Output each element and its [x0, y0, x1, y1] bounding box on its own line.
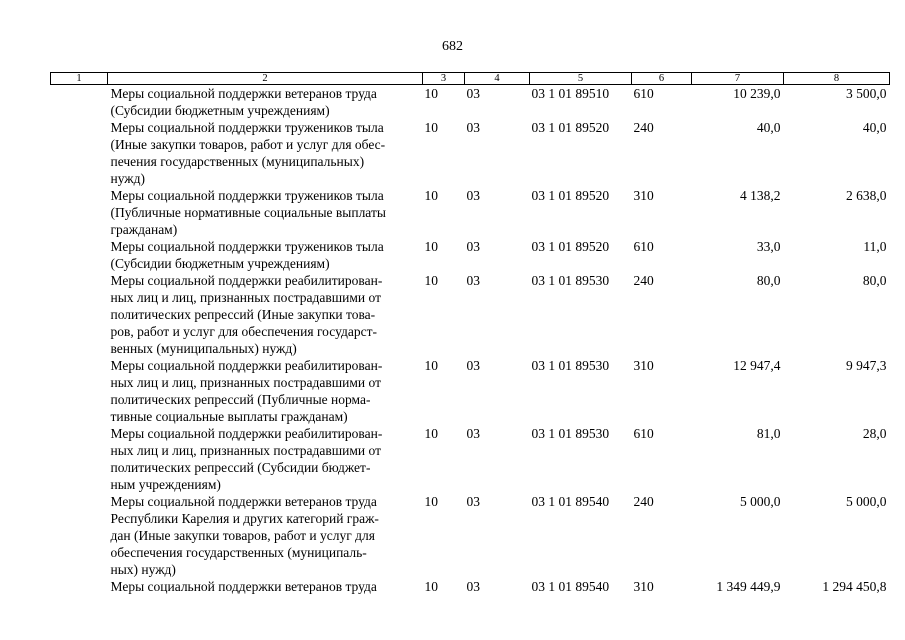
cell-col1: [51, 238, 108, 272]
cell-name: [108, 238, 423, 272]
cell-col8: 80,0: [862, 273, 887, 288]
cell-col7: 4 138,2: [740, 188, 781, 203]
cell-col5: 03 1 01 89510: [531, 86, 610, 101]
cell-name: [108, 272, 423, 357]
table-row: [51, 238, 890, 272]
cell-col3: 10: [424, 239, 438, 254]
name-line: гражданам): [110, 222, 178, 237]
cell-col1: [51, 85, 108, 120]
name-line: ных лиц и лиц, признанных пострадавшими от: [110, 375, 381, 390]
name-line: Республики Карелия и других категорий граж-: [110, 511, 379, 526]
cell-col4: 03: [466, 579, 480, 594]
cell-col7: 10 239,0: [733, 86, 781, 101]
cell-col5: 03 1 01 89530: [531, 273, 610, 288]
header-row: [51, 73, 890, 85]
name-line: ных лиц и лиц, признанных пострадавшими от: [110, 290, 381, 305]
cell-col1: [51, 187, 108, 238]
cell-col7: 81,0: [756, 426, 781, 441]
cell-name: [108, 187, 423, 238]
name-line: печения государственных (муниципальных): [110, 154, 365, 169]
name-line: Меры социальной поддержки реабилитирован-: [110, 358, 383, 373]
cell-col8: 28,0: [862, 426, 887, 441]
cell-col6: 610: [633, 239, 654, 254]
cell-col6: 310: [633, 358, 654, 373]
cell-col7: 33,0: [756, 239, 781, 254]
cell-col6: 310: [633, 579, 654, 594]
cell-col8: 2 638,0: [846, 188, 887, 203]
cell-col4: 03: [466, 494, 480, 509]
cell-col1: [51, 119, 108, 187]
name-line: политических репрессий (Публичные норма-: [110, 392, 371, 407]
cell-col7: 1 349 449,9: [716, 579, 781, 594]
cell-col3: 10: [424, 86, 438, 101]
name-line: ных) нужд): [110, 562, 176, 577]
cell-name: [108, 85, 423, 120]
column-header-6: 6: [632, 73, 692, 85]
cell-col8: 9 947,3: [846, 358, 887, 373]
column-header-3: 3: [423, 73, 465, 85]
name-line: политических репрессий (Иные закупки това-: [110, 307, 376, 322]
cell-col3: 10: [424, 120, 438, 135]
name-line: Меры социальной поддержки тружеников тыла: [110, 120, 384, 135]
cell-col8: 11,0: [863, 239, 887, 254]
name-line: ров, работ и услуг для обеспечения государст-: [110, 324, 377, 339]
cell-col1: [51, 357, 108, 425]
cell-name: [108, 425, 423, 493]
name-line: (Субсидии бюджетным учреждениям): [110, 256, 330, 271]
cell-col4: 03: [466, 358, 480, 373]
column-header-8: 8: [784, 73, 890, 85]
name-line: Меры социальной поддержки реабилитирован-: [110, 273, 383, 288]
cell-col4: 03: [466, 273, 480, 288]
cell-col4: 03: [466, 426, 480, 441]
cell-col1: [51, 493, 108, 578]
cell-name: [108, 357, 423, 425]
cell-col1: [51, 578, 108, 595]
name-line: (Публичные нормативные социальные выплаты: [110, 205, 386, 220]
cell-col6: 240: [633, 120, 654, 135]
cell-col3: 10: [424, 579, 438, 594]
name-line: Меры социальной поддержки реабилитирован-: [110, 426, 383, 441]
table-body: [51, 85, 890, 596]
cell-col3: 10: [424, 494, 438, 509]
cell-col5: 03 1 01 89540: [531, 494, 610, 509]
column-header-1: 1: [51, 73, 108, 85]
cell-col7: 40,0: [756, 120, 781, 135]
cell-col5: 03 1 01 89530: [531, 358, 610, 373]
cell-col6: 240: [633, 273, 654, 288]
name-line: дан (Иные закупки товаров, работ и услуг для: [110, 528, 375, 543]
name-line: (Иные закупки товаров, работ и услуг для обес-: [110, 137, 386, 152]
column-header-4: 4: [465, 73, 530, 85]
name-line: Меры социальной поддержки ветеранов труда: [110, 494, 377, 509]
cell-col5: 03 1 01 89540: [531, 579, 610, 594]
column-header-7: 7: [692, 73, 784, 85]
cell-name: [108, 578, 423, 595]
cell-col3: 10: [424, 426, 438, 441]
cell-col8: 5 000,0: [846, 494, 887, 509]
cell-col7: 80,0: [756, 273, 781, 288]
cell-col5: 03 1 01 89530: [531, 426, 610, 441]
name-line: венных (муниципальных) нужд): [110, 341, 297, 356]
cell-col8: 3 500,0: [846, 86, 887, 101]
table-row: [51, 493, 890, 578]
cell-col8: 1 294 450,8: [822, 579, 887, 594]
name-line: ных лиц и лиц, признанных пострадавшими от: [110, 443, 381, 458]
name-line: ным учреждениям): [110, 477, 221, 492]
cell-col5: 03 1 01 89520: [531, 239, 610, 254]
cell-col1: [51, 272, 108, 357]
cell-col4: 03: [466, 86, 480, 101]
cell-col6: 610: [633, 426, 654, 441]
cell-col8: 40,0: [862, 120, 887, 135]
cell-col4: 03: [466, 239, 480, 254]
column-header-2: 2: [108, 73, 423, 85]
cell-col7: 12 947,4: [733, 358, 781, 373]
page-number: 682: [442, 39, 463, 54]
cell-col3: 10: [424, 273, 438, 288]
name-line: обеспечения государственных (муниципаль-: [110, 545, 367, 560]
cell-col4: 03: [466, 120, 480, 135]
table-row: [51, 425, 890, 493]
column-header-5: 5: [530, 73, 632, 85]
name-line: нужд): [110, 171, 145, 186]
cell-col6: 310: [633, 188, 654, 203]
cell-col6: 610: [633, 86, 654, 101]
cell-col3: 10: [424, 188, 438, 203]
cell-name: [108, 493, 423, 578]
cell-col1: [51, 425, 108, 493]
table-row: [51, 578, 890, 595]
budget-table: [50, 72, 890, 595]
table-row: [51, 357, 890, 425]
name-line: Меры социальной поддержки ветеранов труда: [110, 86, 377, 101]
name-line: политических репрессий (Субсидии бюджет-: [110, 460, 371, 475]
name-line: Меры социальной поддержки ветеранов труда: [110, 579, 377, 594]
cell-col5: 03 1 01 89520: [531, 188, 610, 203]
name-line: Меры социальной поддержки тружеников тыла: [110, 239, 384, 254]
name-line: Меры социальной поддержки тружеников тыла: [110, 188, 384, 203]
table-row: [51, 119, 890, 187]
cell-col5: 03 1 01 89520: [531, 120, 610, 135]
cell-col4: 03: [466, 188, 480, 203]
cell-col6: 240: [633, 494, 654, 509]
cell-col3: 10: [424, 358, 438, 373]
table-row: [51, 187, 890, 238]
table-row: [51, 272, 890, 357]
name-line: (Субсидии бюджетным учреждениям): [110, 103, 330, 118]
name-line: тивные социальные выплаты гражданам): [110, 409, 348, 424]
cell-col7: 5 000,0: [740, 494, 781, 509]
cell-name: [108, 119, 423, 187]
table-row: [51, 85, 890, 120]
